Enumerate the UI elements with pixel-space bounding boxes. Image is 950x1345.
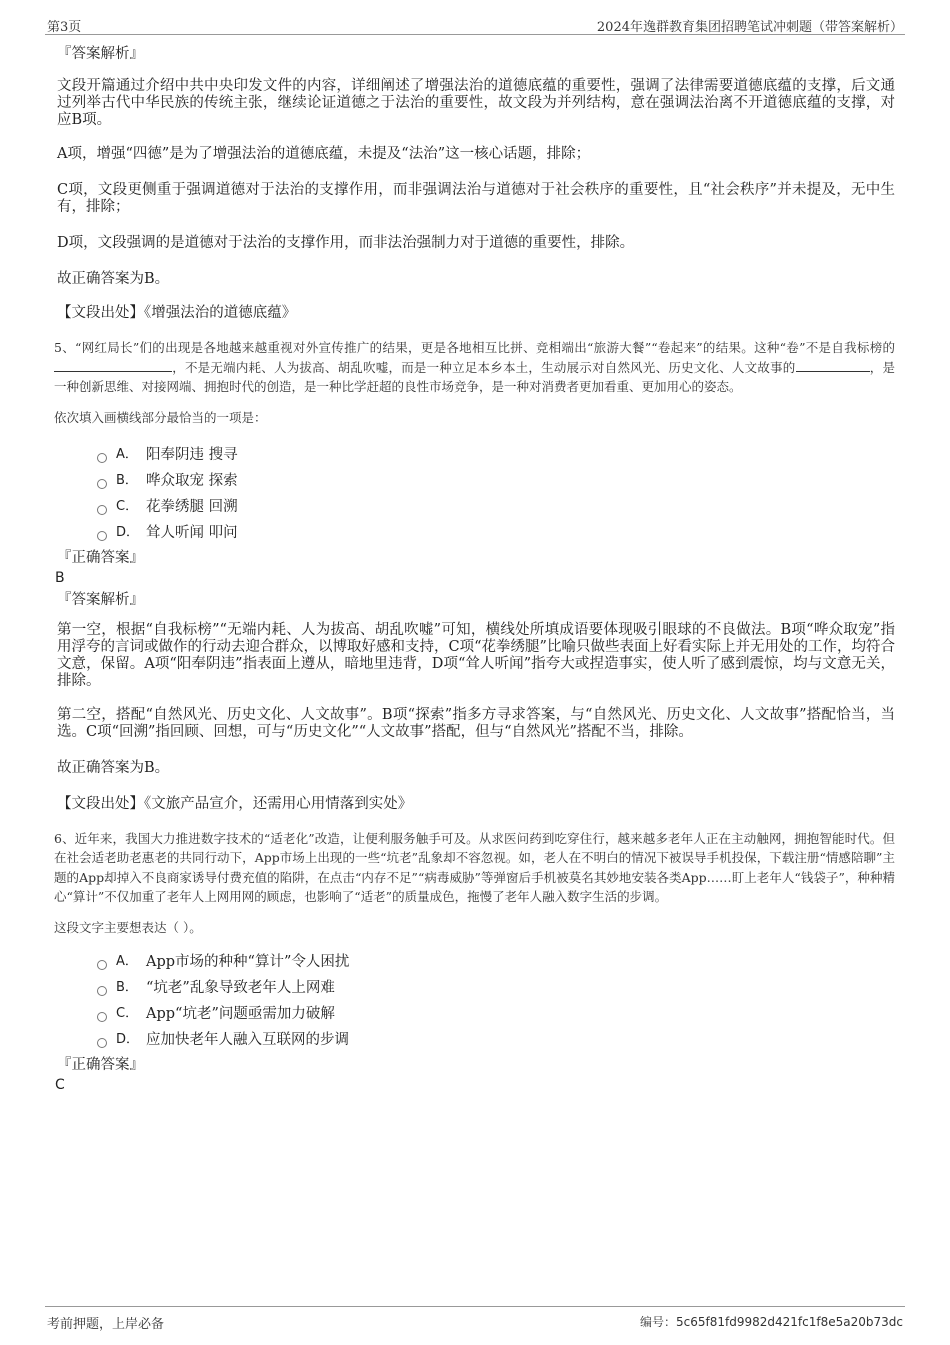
q5-analysis-p2: 第二空，搭配“自然风光、历史文化、人文故事”。B项“探索”指多方寻求答案，与“自然风光、历史文化、人文故事”搭配恰当，当选。C项“回溯”指回顾、回想，可与“历史文化”“人文故事”搭配，但与“自然风光”搭配不当，排除。	[57, 706, 895, 740]
q4-analysis-p4: D项，文段强调的是道德对于法治的支撑作用，而非法治强制力对于道德的重要性，排除。	[57, 235, 635, 251]
q4-analysis-label: 『答案解析』	[57, 46, 144, 62]
q6-option-c[interactable]: C． App“坑老”问题亟需加力破解	[97, 1001, 895, 1027]
q5-correct-label: 『正确答案』	[57, 549, 144, 566]
q6-correct-label: 『正确答案』	[57, 1056, 144, 1073]
q5-source: 【文段出处】《文旅产品宣介，还需用心用情落到实处》	[57, 795, 413, 812]
document-title: 2024年逸群教育集团招聘笔试冲刺题（带答案解析）	[596, 20, 903, 35]
q5-prompt: 依次填入画横线部分最恰当的一项是：	[54, 409, 267, 425]
q5-analysis-label: 『答案解析』	[57, 591, 144, 608]
q6-option-b[interactable]: B． “坑老”乱象导致老年人上网难	[97, 975, 895, 1001]
radio-icon[interactable]	[97, 1038, 107, 1048]
radio-icon[interactable]	[97, 960, 107, 970]
page-header	[45, 14, 905, 35]
radio-icon[interactable]	[97, 531, 107, 541]
page-content	[54, 44, 895, 1093]
radio-icon[interactable]	[97, 505, 107, 515]
q6-stem: 6、近年来，我国大力推进数字技术的“适老化”改造，让便利服务触手可及。从求医问药到吃穿住行，越来越多老年人正在主动触网，拥抱智能时代。但在社会适老助老惠老的共同行动下，App市场上出现的一些“坑老”乱象却不容忽视。如，老人在不明白的情况下被误导手机投保，下载注册“情感陪聊”主题的App却掉入不良商家诱导付费充值的陷阱，在点击“内存不足”“病毒威胁”等弹窗后手机被莫名其妙地安装各类App……盯上老年人“钱袋子”，种种精心“算计”不仅加重了老年人上网用网的顾虑，也影响了“适老”的质量成色，拖慢了老年人融入数字生活的步调。	[54, 830, 895, 904]
q6-option-a[interactable]: A． App市场的种种“算计”令人困扰	[97, 949, 895, 975]
q6-options	[57, 949, 895, 1053]
q5-option-a[interactable]: A． 阳奉阴违 搜寻	[97, 442, 895, 468]
page-footer	[45, 1306, 905, 1332]
blank-2	[796, 359, 870, 372]
radio-icon[interactable]	[97, 479, 107, 489]
q5-option-c[interactable]: C． 花拳绣腿 回溯	[97, 494, 895, 520]
q5-options	[57, 442, 895, 546]
radio-icon[interactable]	[97, 453, 107, 463]
document-code: 编号：5c65f81fd9982d421fc1f8e5a20b73dc	[640, 1315, 903, 1329]
radio-icon[interactable]	[97, 1012, 107, 1022]
page-number: 第3页	[47, 20, 82, 35]
q5-stem: 5、“网红局长”们的出现是各地越来越重视对外宣传推广的结果，更是各地相互比拼、竞相端出“旅游大餐”“卷起来”的结果。这种“卷”不是自我标榜的，不是无端内耗、人为拔高、胡乱吹嘘，而是一种立足本乡本土，生动展示对自然风光、历史文化、人文故事的 ，是一种创新思维、对接网端、拥抱时代的创造，是一种比学赶超的良性市场竞争，是一种对消费者更加看重、更加用心的姿态。	[54, 340, 895, 394]
q4-analysis-p1: 文段开篇通过介绍中共中央印发文件的内容，详细阐述了增强法治的道德底蕴的重要性，强调了法律需要道德底蕴的支撑，后文通过列举古代中华民族的传统主张，继续论证道德之于法治的重要性，故文段为并列结构，意在强调法治离不开道德底蕴的支撑，对应B项。	[57, 78, 895, 128]
q5-analysis-p1: 第一空，根据“自我标榜”“无端内耗、人为拔高、胡乱吹嘘”可知，横线处所填成语要体现吸引眼球的不良做法。B项“哗众取宠”指用浮夸的言词或做作的行动去迎合群众，以博取好感和支持，C项“花拳绣腿”比喻只做些表面上好看实际上并无用处的工作，均符合文意，保留。A项“阳奉阴违”指表面上遵从，暗地里违背，D项“耸人听闻”指夸大或捏造事实，使人听了感到震惊，均与文意无关，排除。	[57, 621, 895, 689]
q5-option-b[interactable]: B． 哗众取宠 探索	[97, 468, 895, 494]
footer-slogan: 考前押题，上岸必备	[47, 1317, 165, 1332]
q6-prompt: 这段文字主要想表达（ ）。	[54, 919, 202, 935]
q5-answer-summary: 故正确答案为B。	[57, 759, 170, 776]
blank-1	[54, 359, 172, 372]
q5-correct-answer: B	[55, 569, 65, 586]
radio-icon[interactable]	[97, 986, 107, 996]
q6-option-d[interactable]: D． 应加快老年人融入互联网的步调	[97, 1027, 895, 1053]
q6-correct-answer: C	[55, 1076, 65, 1093]
q4-analysis-p2: A项，增强“四德”是为了增强法治的道德底蕴，未提及“法治”这一核心话题，排除；	[57, 146, 591, 162]
q4-source: 【文段出处】《增强法治的道德底蕴》	[57, 305, 297, 321]
q5-option-d[interactable]: D． 耸人听闻 叩问	[97, 520, 895, 546]
q4-analysis-p3: C项，文段更侧重于强调道德对于法治的支撑作用，而非强调法治与道德对于社会秩序的重要性，且“社会秩序”并未提及，无中生有，排除；	[57, 182, 895, 215]
q4-answer-summary: 故正确答案为B。	[57, 271, 170, 287]
